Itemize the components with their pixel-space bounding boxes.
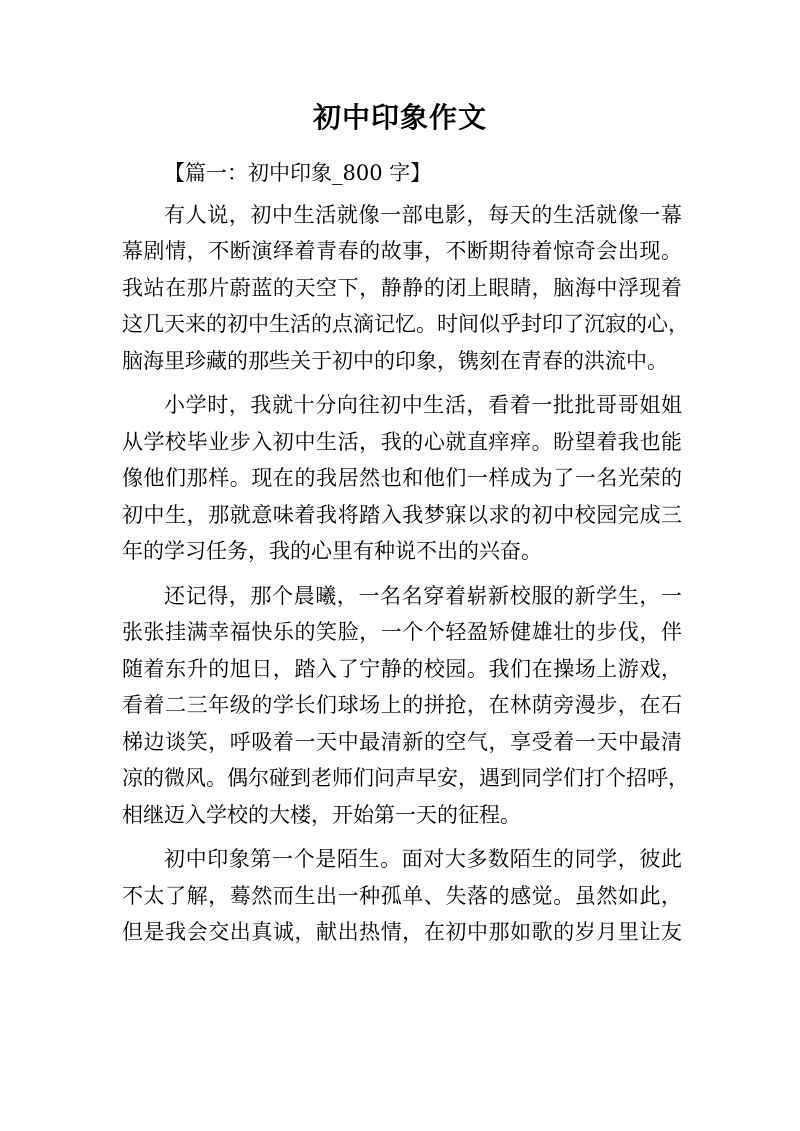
document-title: 初中印象作文 bbox=[312, 101, 487, 134]
paragraph-line: 梯边谈笑，呼吸着一天中最清新的空气，享受着一天中最清 bbox=[122, 729, 682, 754]
paragraph-line: 不太了解，蓦然而生出一种孤单、失落的感觉。虽然如此， bbox=[122, 883, 682, 908]
paragraph-line: 像他们那样。现在的我居然也和他们一样成为了一名光荣的 bbox=[122, 466, 682, 490]
paragraph-4 bbox=[122, 841, 682, 951]
paragraph-line: 凉的微风。偶尔碰到老师们问声早安，遇到同学们打个招呼， bbox=[122, 766, 689, 790]
paragraph-1 bbox=[122, 197, 689, 380]
section-heading: 【篇一：初中印象_800 字】 bbox=[164, 161, 432, 185]
paragraph-3 bbox=[122, 578, 689, 834]
paragraph-line: 小学时，我就十分向往初中生活，看着一批批哥哥姐姐 bbox=[164, 393, 682, 417]
paragraph-line: 随着东升的旭日，踏入了宁静的校园。我们在操场上游戏， bbox=[122, 656, 682, 681]
paragraph-line: 我站在那片蔚蓝的天空下，静静的闭上眼睛，脑海中浮现着 bbox=[122, 275, 682, 300]
paragraph-line: 张张挂满幸福快乐的笑脸，一个个轻盈矫健雄壮的步伐，伴 bbox=[122, 620, 682, 644]
paragraph-line: 年的学习任务，我的心里有种说不出的兴奋。 bbox=[122, 539, 542, 563]
paragraph-line: 但是我会交出真诚，献出热情，在初中那如歌的岁月里让友 bbox=[122, 920, 682, 944]
paragraph-line: 看着二三年级的学长们球场上的拼抢，在林荫旁漫步，在石 bbox=[122, 693, 682, 717]
paragraph-line: 初中生，那就意味着我将踏入我梦寐以求的初中校园完成三 bbox=[122, 502, 682, 527]
paragraph-line: 这几天来的初中生活的点滴记忆。时间似乎封印了沉寂的心， bbox=[122, 312, 689, 336]
paragraph-line: 相继迈入学校的大楼，开始第一天的征程。 bbox=[122, 802, 521, 827]
document-body bbox=[122, 155, 689, 951]
paragraph-2 bbox=[122, 387, 682, 570]
paragraph-line: 有人说，初中生活就像一部电影，每天的生活就像一幕 bbox=[164, 202, 682, 227]
paragraph-line: 脑海里珍藏的那些关于初中的印象，镌刻在青春的洪流中。 bbox=[122, 348, 668, 373]
paragraph-line: 初中印象第一个是陌生。面对大多数陌生的同学，彼此 bbox=[164, 847, 682, 871]
paragraph-line: 还记得，那个晨曦，一名名穿着崭新校服的新学生，一 bbox=[164, 583, 682, 608]
paragraph-line: 幕剧情，不断演绎着青春的故事，不断期待着惊奇会出现。 bbox=[122, 239, 682, 263]
paragraph-line: 从学校毕业步入初中生活，我的心就直痒痒。盼望着我也能 bbox=[122, 429, 682, 454]
